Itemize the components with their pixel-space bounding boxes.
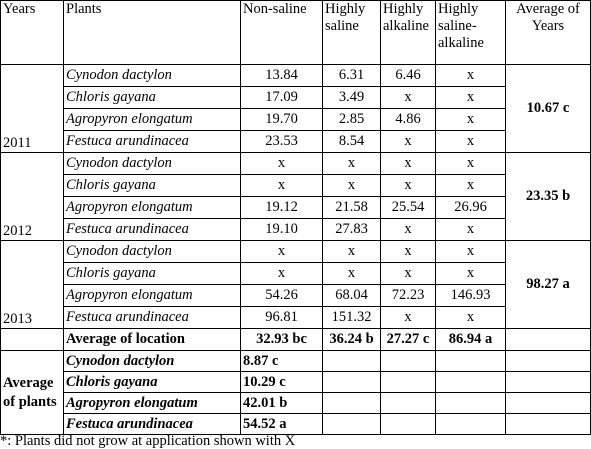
table-row <box>1 219 591 241</box>
value-cell: x <box>436 153 506 175</box>
value-cell: x <box>241 263 323 285</box>
plant-name: Cynodon dactylon <box>64 153 241 175</box>
year-average-cell: 98.27 a <box>506 241 591 329</box>
value-cell: x <box>436 65 506 87</box>
plant-name: Chloris gayana <box>64 263 241 285</box>
table-row <box>1 109 591 131</box>
value-cell: 68.04 <box>323 285 381 307</box>
empty-cell <box>323 351 381 372</box>
value-cell: x <box>436 131 506 153</box>
header-years: Years <box>1 1 64 65</box>
footnote: *: Plants did not grow at application shown with X <box>0 433 296 449</box>
average-location-row <box>1 329 591 351</box>
table-row <box>1 285 591 307</box>
table-row <box>1 65 591 87</box>
year-cell: 2012 <box>1 153 64 241</box>
table-row <box>1 131 591 153</box>
value-cell: x <box>241 241 323 263</box>
table-row <box>1 263 591 285</box>
value-cell: x <box>436 109 506 131</box>
plant-name: Cynodon dactylon <box>64 241 241 263</box>
plant-name: Festuca arundinacea <box>64 414 241 435</box>
table-row <box>1 241 591 263</box>
value-cell: x <box>381 153 436 175</box>
plant-name: Cynodon dactylon <box>64 351 241 372</box>
empty-cell <box>436 372 506 393</box>
average-location-value: 27.27 c <box>381 329 436 351</box>
header-highly-saline: Highly saline <box>323 1 381 65</box>
value-cell: 13.84 <box>241 65 323 87</box>
value-cell: x <box>241 153 323 175</box>
value-cell: x <box>436 87 506 109</box>
value-cell: x <box>323 241 381 263</box>
plant-name: Chloris gayana <box>64 175 241 197</box>
value-cell: 17.09 <box>241 87 323 109</box>
empty-cell <box>381 351 436 372</box>
plant-average-row <box>1 414 591 435</box>
value-cell: x <box>381 263 436 285</box>
value-cell: 54.26 <box>241 285 323 307</box>
value-cell: 96.81 <box>241 307 323 329</box>
value-cell: 6.31 <box>323 65 381 87</box>
empty-cell <box>323 372 381 393</box>
year-cell: 2011 <box>1 65 64 153</box>
header-highly-alkaline: Highly alkaline <box>381 1 436 65</box>
plant-average-value: 54.52 a <box>241 414 323 435</box>
empty-cell <box>323 393 381 414</box>
average-location-value: 86.94 a <box>436 329 506 351</box>
value-cell: x <box>381 175 436 197</box>
plant-name: Cynodon dactylon <box>64 65 241 87</box>
value-cell: 151.32 <box>323 307 381 329</box>
value-cell: 3.49 <box>323 87 381 109</box>
plant-name: Chloris gayana <box>64 87 241 109</box>
value-cell: 26.96 <box>436 197 506 219</box>
value-cell: x <box>323 153 381 175</box>
empty-cell <box>506 351 591 372</box>
value-cell: 146.93 <box>436 285 506 307</box>
value-cell: 19.12 <box>241 197 323 219</box>
year-body <box>1 65 591 329</box>
header-row <box>1 1 591 65</box>
average-location-empty <box>506 329 591 351</box>
value-cell: 23.53 <box>241 131 323 153</box>
value-cell: 4.86 <box>381 109 436 131</box>
plant-name: Agropyron elongatum <box>64 197 241 219</box>
value-cell: x <box>381 87 436 109</box>
value-cell: 8.54 <box>323 131 381 153</box>
empty-cell <box>436 393 506 414</box>
plant-name: Chloris gayana <box>64 372 241 393</box>
average-location-spacer <box>1 329 64 351</box>
header-highly-saline-alkaline: Highly saline-alkaline <box>436 1 506 65</box>
value-cell: x <box>436 241 506 263</box>
average-plants-label: Average of plants <box>1 351 64 435</box>
value-cell: x <box>381 219 436 241</box>
plant-average-row <box>1 351 591 372</box>
value-cell: 72.23 <box>381 285 436 307</box>
table-row <box>1 153 591 175</box>
empty-cell <box>506 414 591 435</box>
plant-name: Festuca arundinacea <box>64 131 241 153</box>
plant-average-row <box>1 372 591 393</box>
empty-cell <box>506 393 591 414</box>
value-cell: 6.46 <box>381 65 436 87</box>
plant-name: Festuca arundinacea <box>64 219 241 241</box>
value-cell: 19.70 <box>241 109 323 131</box>
header-non-saline: Non-saline <box>241 1 323 65</box>
value-cell: x <box>323 263 381 285</box>
value-cell: 25.54 <box>381 197 436 219</box>
year-average-cell: 10.67 c <box>506 65 591 153</box>
plant-average-value: 10.29 c <box>241 372 323 393</box>
value-cell: 2.85 <box>323 109 381 131</box>
year-cell: 2013 <box>1 241 64 329</box>
empty-cell <box>381 372 436 393</box>
average-location-value: 36.24 b <box>323 329 381 351</box>
empty-cell <box>323 414 381 435</box>
empty-cell <box>436 414 506 435</box>
value-cell: x <box>436 307 506 329</box>
value-cell: 27.83 <box>323 219 381 241</box>
value-cell: x <box>381 131 436 153</box>
plant-name: Agropyron elongatum <box>64 285 241 307</box>
value-cell: x <box>436 263 506 285</box>
table-row <box>1 87 591 109</box>
average-location-value: 32.93 bc <box>241 329 323 351</box>
empty-cell <box>381 393 436 414</box>
table-row <box>1 307 591 329</box>
header-plants: Plants <box>64 1 241 65</box>
empty-cell <box>436 351 506 372</box>
average-location-label: Average of location <box>64 329 241 351</box>
plants-body <box>1 351 591 435</box>
plant-average-value: 42.01 b <box>241 393 323 414</box>
value-cell: x <box>436 175 506 197</box>
empty-cell <box>381 414 436 435</box>
empty-cell <box>506 372 591 393</box>
plant-name: Agropyron elongatum <box>64 109 241 131</box>
value-cell: x <box>436 219 506 241</box>
value-cell: x <box>381 307 436 329</box>
table-row <box>1 175 591 197</box>
table-row <box>1 197 591 219</box>
plant-name: Festuca arundinacea <box>64 307 241 329</box>
value-cell: 21.58 <box>323 197 381 219</box>
plant-average-value: 8.87 c <box>241 351 323 372</box>
header-average-of-years: Average of Years <box>506 1 591 65</box>
value-cell: x <box>241 175 323 197</box>
year-average-cell: 23.35 b <box>506 153 591 241</box>
value-cell: x <box>381 241 436 263</box>
value-cell: x <box>323 175 381 197</box>
plant-name: Agropyron elongatum <box>64 393 241 414</box>
value-cell: 19.10 <box>241 219 323 241</box>
plant-average-row <box>1 393 591 414</box>
